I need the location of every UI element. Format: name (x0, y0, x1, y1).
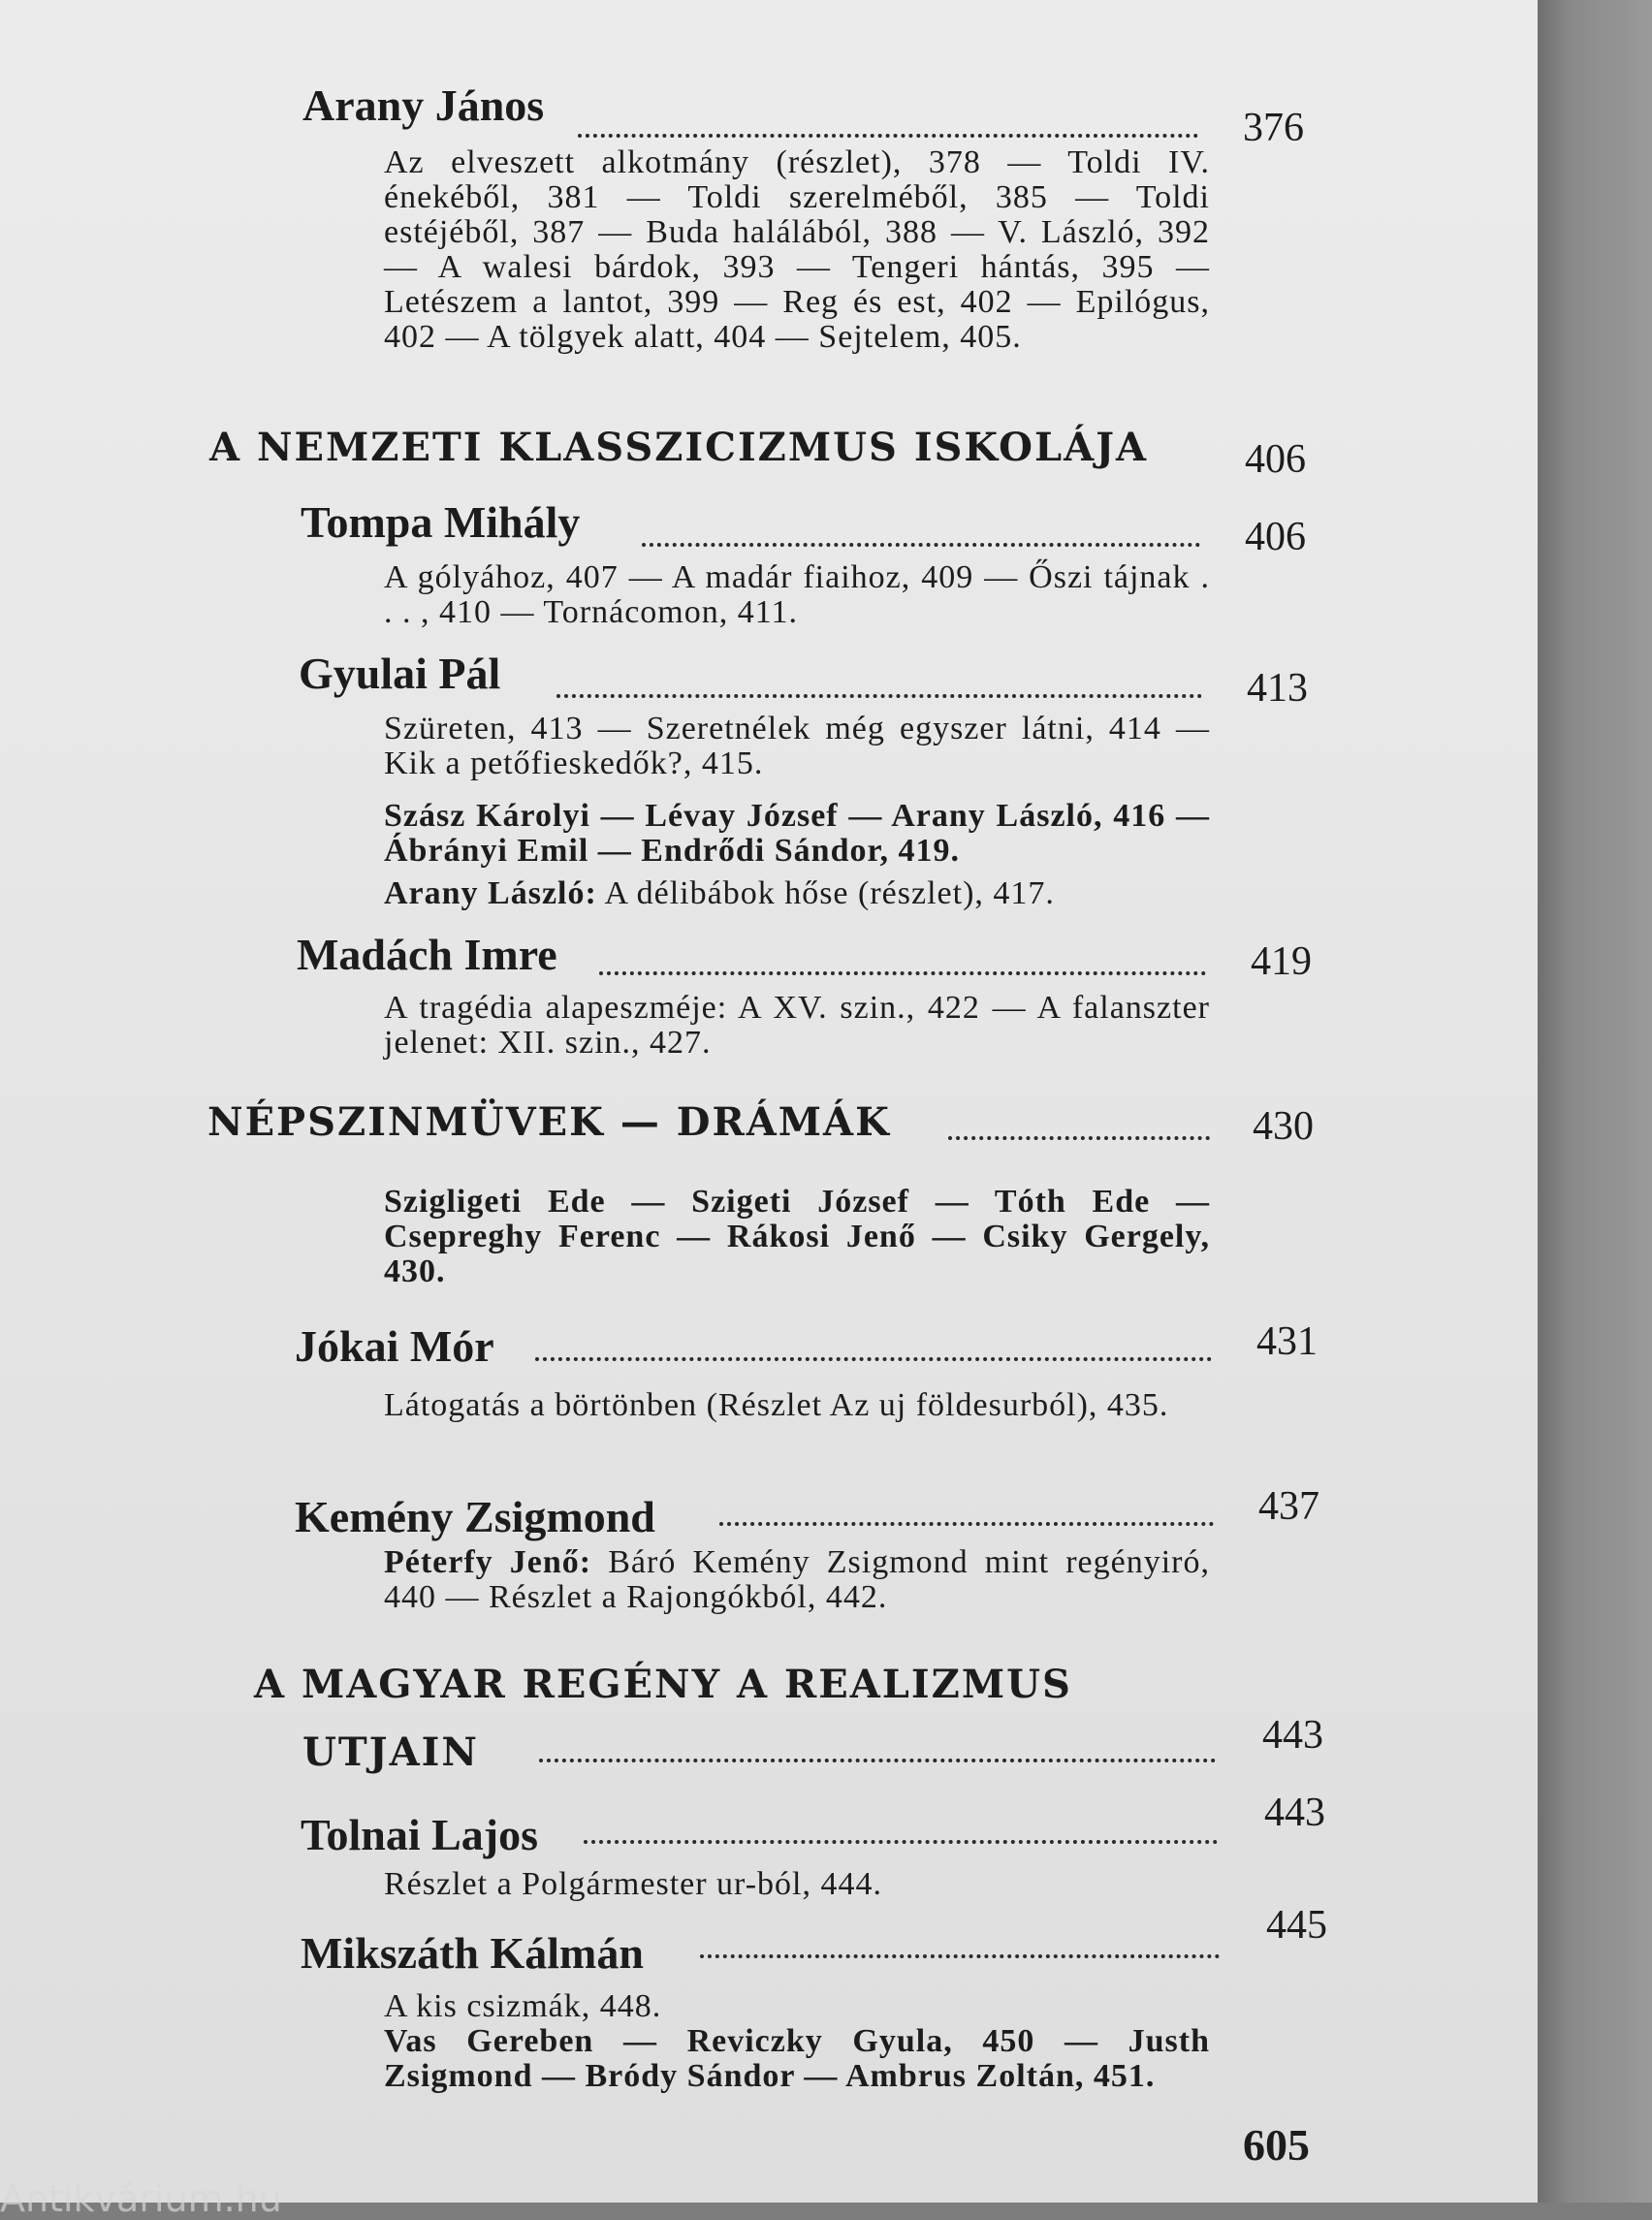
page-number: 376 (1243, 106, 1304, 150)
works-list: Részlet a Polgármester ur-ból, 444. (384, 1866, 882, 1902)
author-heading: Kemény Zsigmond (295, 1492, 655, 1541)
page-number: 419 (1251, 939, 1312, 984)
related-authors: Szász Károlyi — Lévay József — Arany László, 416 — Ábrányi Emil — Endrődi Sándor, 419. (384, 798, 1210, 869)
dot-leader (719, 1522, 1214, 1526)
dot-leader (578, 134, 1198, 138)
page-number: 431 (1256, 1319, 1318, 1364)
book-edge (1538, 0, 1652, 2203)
page-number: 437 (1258, 1484, 1319, 1529)
dot-leader (535, 1357, 1212, 1361)
page-number: 443 (1262, 1713, 1323, 1758)
page-folio: 605 (1243, 2120, 1310, 2170)
related-authors: Szigligeti Ede — Szigeti József — Tóth Ede — Csepreghy Ferenc — Rákosi Jenő — Csiky Gergely, 430. (384, 1184, 1210, 1289)
note-author: Arany László: (384, 875, 597, 911)
page-number: 413 (1247, 666, 1308, 711)
section-heading: A NEMZETI KLASSZICIZMUS ISKOLÁJA (209, 425, 1149, 470)
works-list: Látogatás a börtönben (Részlet Az uj földesurból), 435. (384, 1387, 1169, 1423)
section-heading-continued: UTJAIN (302, 1729, 479, 1775)
watermark: Antikvárium.hu (0, 2177, 282, 2220)
author-heading: Mikszáth Kálmán (301, 1928, 644, 1978)
note-text: Báró Kemény Zsigmond mint regényiró, 440 — Részlet a Rajongókból, 442. (384, 1544, 1210, 1615)
works-list: A tragédia alapeszméje: A XV. szin., 422 — A falanszter jelenet: XII. szin., 427. (384, 990, 1210, 1061)
dot-leader (599, 971, 1206, 975)
dot-leader (539, 1759, 1216, 1762)
page-number: 430 (1253, 1104, 1314, 1149)
author-heading: Tolnai Lajos (301, 1810, 539, 1859)
page-number: 406 (1245, 515, 1306, 559)
related-authors: Vas Gereben — Reviczky Gyula, 450 — Justh Zsigmond — Bródy Sándor — Ambrus Zoltán, 451. (384, 2023, 1210, 2094)
works-list: Szüreten, 413 — Szeretnélek még egyszer látni, 414 — Kik a petőfieskedők?, 415. (384, 711, 1210, 781)
page-number: 445 (1266, 1903, 1327, 1948)
note-line (384, 1545, 1210, 1615)
dot-leader (700, 1954, 1220, 1958)
works-list: Az elveszett alkotmány (részlet), 378 — Toldi IV. énekéből, 381 — Toldi szerelméből, 385 — Toldi estéjéből, 387 — Buda halálából, 388 — V. László, 392 — A walesi bárdok, 393 — Tengeri hántás, 395 — Letészem a lantot, 399 — Reg és est, 402 — Epilógus, 402 — A tölgyek alatt, 404 — Sejtelem, 405. (384, 144, 1210, 355)
dot-leader (556, 694, 1202, 698)
author-heading: Arany János (302, 80, 545, 130)
author-heading: Madách Imre (297, 930, 557, 979)
works-list: A gólyához, 407 — A madár fiaihoz, 409 — Őszi tájnak . . . , 410 — Tornácomon, 411. (384, 559, 1210, 630)
section-heading: NÉPSZINMÜVEK — DRÁMÁK (207, 1099, 891, 1145)
author-heading: Tompa Mihály (301, 497, 581, 547)
author-heading: Jókai Mór (295, 1321, 494, 1371)
page-number: 443 (1264, 1791, 1325, 1835)
note-author: Péterfy Jenő: (384, 1544, 592, 1580)
dot-leader (584, 1840, 1218, 1844)
dot-leader (642, 543, 1200, 547)
page-number: 406 (1245, 437, 1306, 482)
author-heading: Gyulai Pál (299, 649, 501, 698)
works-list: A kis csizmák, 448. (384, 1988, 662, 2024)
dot-leader (948, 1136, 1210, 1140)
note-text: A délibábok hőse (részlet), 417. (596, 875, 1055, 911)
section-heading: A MAGYAR REGÉNY A REALIZMUS (254, 1662, 1072, 1707)
note-line (384, 876, 1210, 911)
